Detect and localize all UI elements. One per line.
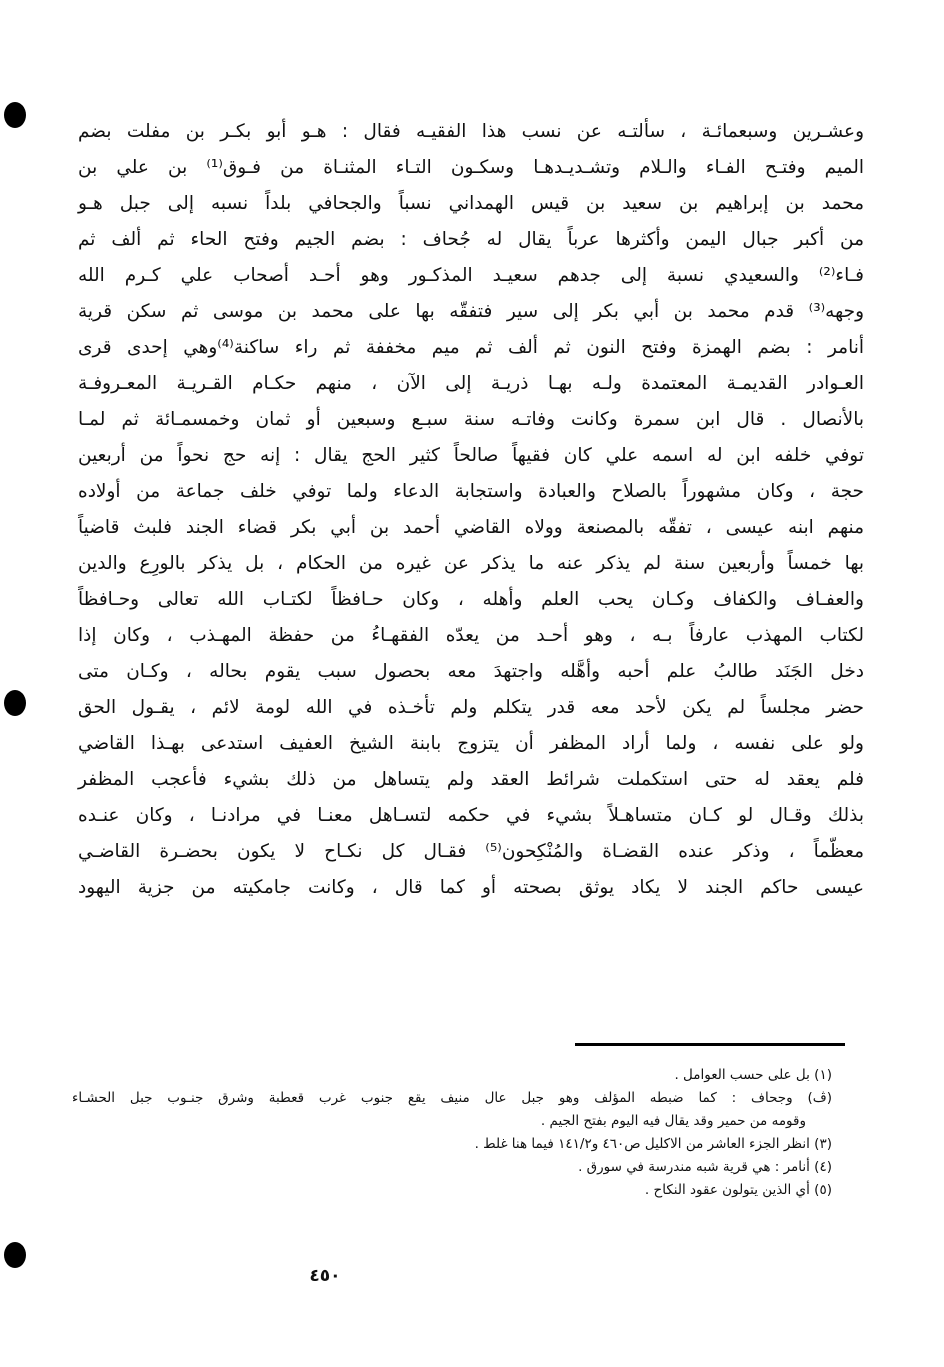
binding-hole-bottom xyxy=(4,1242,26,1268)
text-line: لكتاب المهذب عارفاً بـه ، وهو أحـد من يعدّه الفقهـاءُ من حفظة المهـذب ، وكان إذا xyxy=(78,625,864,646)
footnote-2-continuation: وقومه من حمير وقد يقال فيه اليوم بفتح الجيم . xyxy=(540,1113,806,1129)
text-line: توفي خلفه ابن له اسمه علي كان فقيهاً صالحاً كثير الحج يقال : إنه حج نحواً من أربعين xyxy=(78,445,864,466)
text-line: وجهه⁽³⁾ قدم محمد بن أبي بكر إلى سير فتفقّه بها على محمد بن موسى ثم سكن قرية xyxy=(78,301,864,322)
text-line: بالأنصال . قال ابن سمرة وكانت وفاتـه سنة سبـع وسبعين أو ثمان وخمسمـائة ثم لمـا xyxy=(78,409,864,430)
footnote-1 xyxy=(72,1064,832,1087)
footnote-text: أنامر : هي قرية شبه مندرسة في سورق . xyxy=(578,1159,810,1175)
text-line: فـاء⁽²⁾ والسعيدي نسبة إلى جدهم سعيـد المذكـور وهو أحـد أصحاب علي كـرم الله xyxy=(78,265,864,286)
binding-hole-top xyxy=(4,102,26,128)
footnote-5 xyxy=(72,1179,832,1202)
footnote-mark: (٣) xyxy=(814,1136,832,1152)
footnote-divider xyxy=(575,1043,845,1046)
text-line: حجة ، وكان مشهوراً بالصلاح والعبادة واستجابة الدعاء ولما توفي خلف جماعة من أولاده xyxy=(78,481,864,502)
text-line: حضر مجلساً لم يكن لأحد معه قدر يتكلم ولم تأخـذه في الله لومة لائم ، يقـول الحق xyxy=(78,697,864,718)
footnote-2 xyxy=(72,1087,832,1110)
text-line: والعفـاف والكفاف وكـان يحب العلم وأهله ، وكان حـافظاً لكتـاب الله تعالى وحـافظاً xyxy=(78,589,864,610)
footnote-mark: (٤) xyxy=(814,1159,832,1175)
text-line: ولو على نفسه ، ولما أراد المظفر أن يتزوج بابنة الشيخ العفيف استدعى بهـذا القاضي xyxy=(78,733,864,754)
text-line: وعشـرين وسبعمائـة ، سألتـه عن نسب هذا الفقيـه فقال : هـو أبو بكـر بن مفلت بضم xyxy=(78,121,864,142)
footnote-mark: (١) xyxy=(814,1067,832,1083)
text-line: محمد بن إبراهيم بن سعيد بن قيس الهمداني نسباً والجحافي بلداً نسبه إلى جبل هـو xyxy=(78,193,864,214)
footnote-mark: (٥) xyxy=(814,1182,832,1198)
footnote-3 xyxy=(72,1133,832,1156)
footnote-4 xyxy=(72,1156,832,1179)
text-line: معظّماً ، وذكر عنده القضـاة والمُنْكِحون⁽⁵⁾ فقـال كل نكـاح لا يكون بحضـرة القاضـي xyxy=(78,841,864,862)
text-line: أنامر : بضم الهمزة وفتح النون ثم ألف ثم ميم مخففة ثم راء ساكنة⁽⁴⁾وهي إحدى قرى xyxy=(78,337,864,358)
text-line: بذلك وقـال لو كـان متساهـلاً بشيء في حكمه لتسـاهل معنـا في مرادنـا ، وكان عنـده xyxy=(78,805,864,826)
text-line: بها خمساً وأربعين سنة لم يذكر عنه ما يذكر عن غيره من الحكام ، بل يذكر بالورِع والدين xyxy=(78,553,864,574)
footnote-text: انظر الجزء العاشر من الاكليل ص٤٦٠ و١٤١/٢ فيما هنا غلط . xyxy=(474,1136,810,1152)
footnote-text: بل على حسب العوامل . xyxy=(674,1067,810,1083)
text-line: عيسى حاكم الجند لا يكاد يوثق بصحته أو كما قال ، وكانت جامكيته من جزية اليهود xyxy=(78,877,864,898)
footnote-text: أي الذين يتولون عقود النكاح . xyxy=(644,1182,810,1198)
text-line: منهم ابنه عيسى ، تفقّه بالمصنعة وولاه القاضي أحمد بن أبي بكر قضاء الجند فلبث قاضياً xyxy=(78,517,864,538)
binding-hole-middle xyxy=(4,690,26,716)
text-line: العـوادر القديمـة المعتمدة ولـه بهـا ذريـة إلى الآن ، منهم حكـام القـريـة المعـروفـة xyxy=(78,373,864,394)
main-text xyxy=(78,114,864,906)
footnotes xyxy=(72,1064,832,1202)
footnote-text: وجحاف : كما ضبطه المؤلف وهو جبل عال منيف يقع جنوب غرب قعطبة وشرق جنـوب جبل الحشـاء xyxy=(72,1090,793,1106)
text-line: الميم وفتـح الفـاء والـلام وتشـديـدهـا وسكـون التـاء المثنـاة من فـوق⁽¹⁾ بن علي بن xyxy=(78,157,865,178)
text-line: فلم يعقد له حتى استكملت شرائط العقد ولم يتساهل من ذلك بشيء فأعجب المظفر xyxy=(78,769,864,790)
text-line: دخل الجَنَد طالبُ علم أحبه وأهَّله واجتهدَ معه بحصول سبب يقوم بحاله ، وكـان متى xyxy=(78,661,864,682)
page-number: ٤٥٠ xyxy=(309,1266,341,1286)
footnote-mark: (ڤ) xyxy=(807,1090,832,1106)
text-line: من أكبر جبال اليمن وأكثرها عرباً يقال له جُحاف : بضم الجيم وفتح الحاء ثم ألف ثم xyxy=(78,229,864,250)
